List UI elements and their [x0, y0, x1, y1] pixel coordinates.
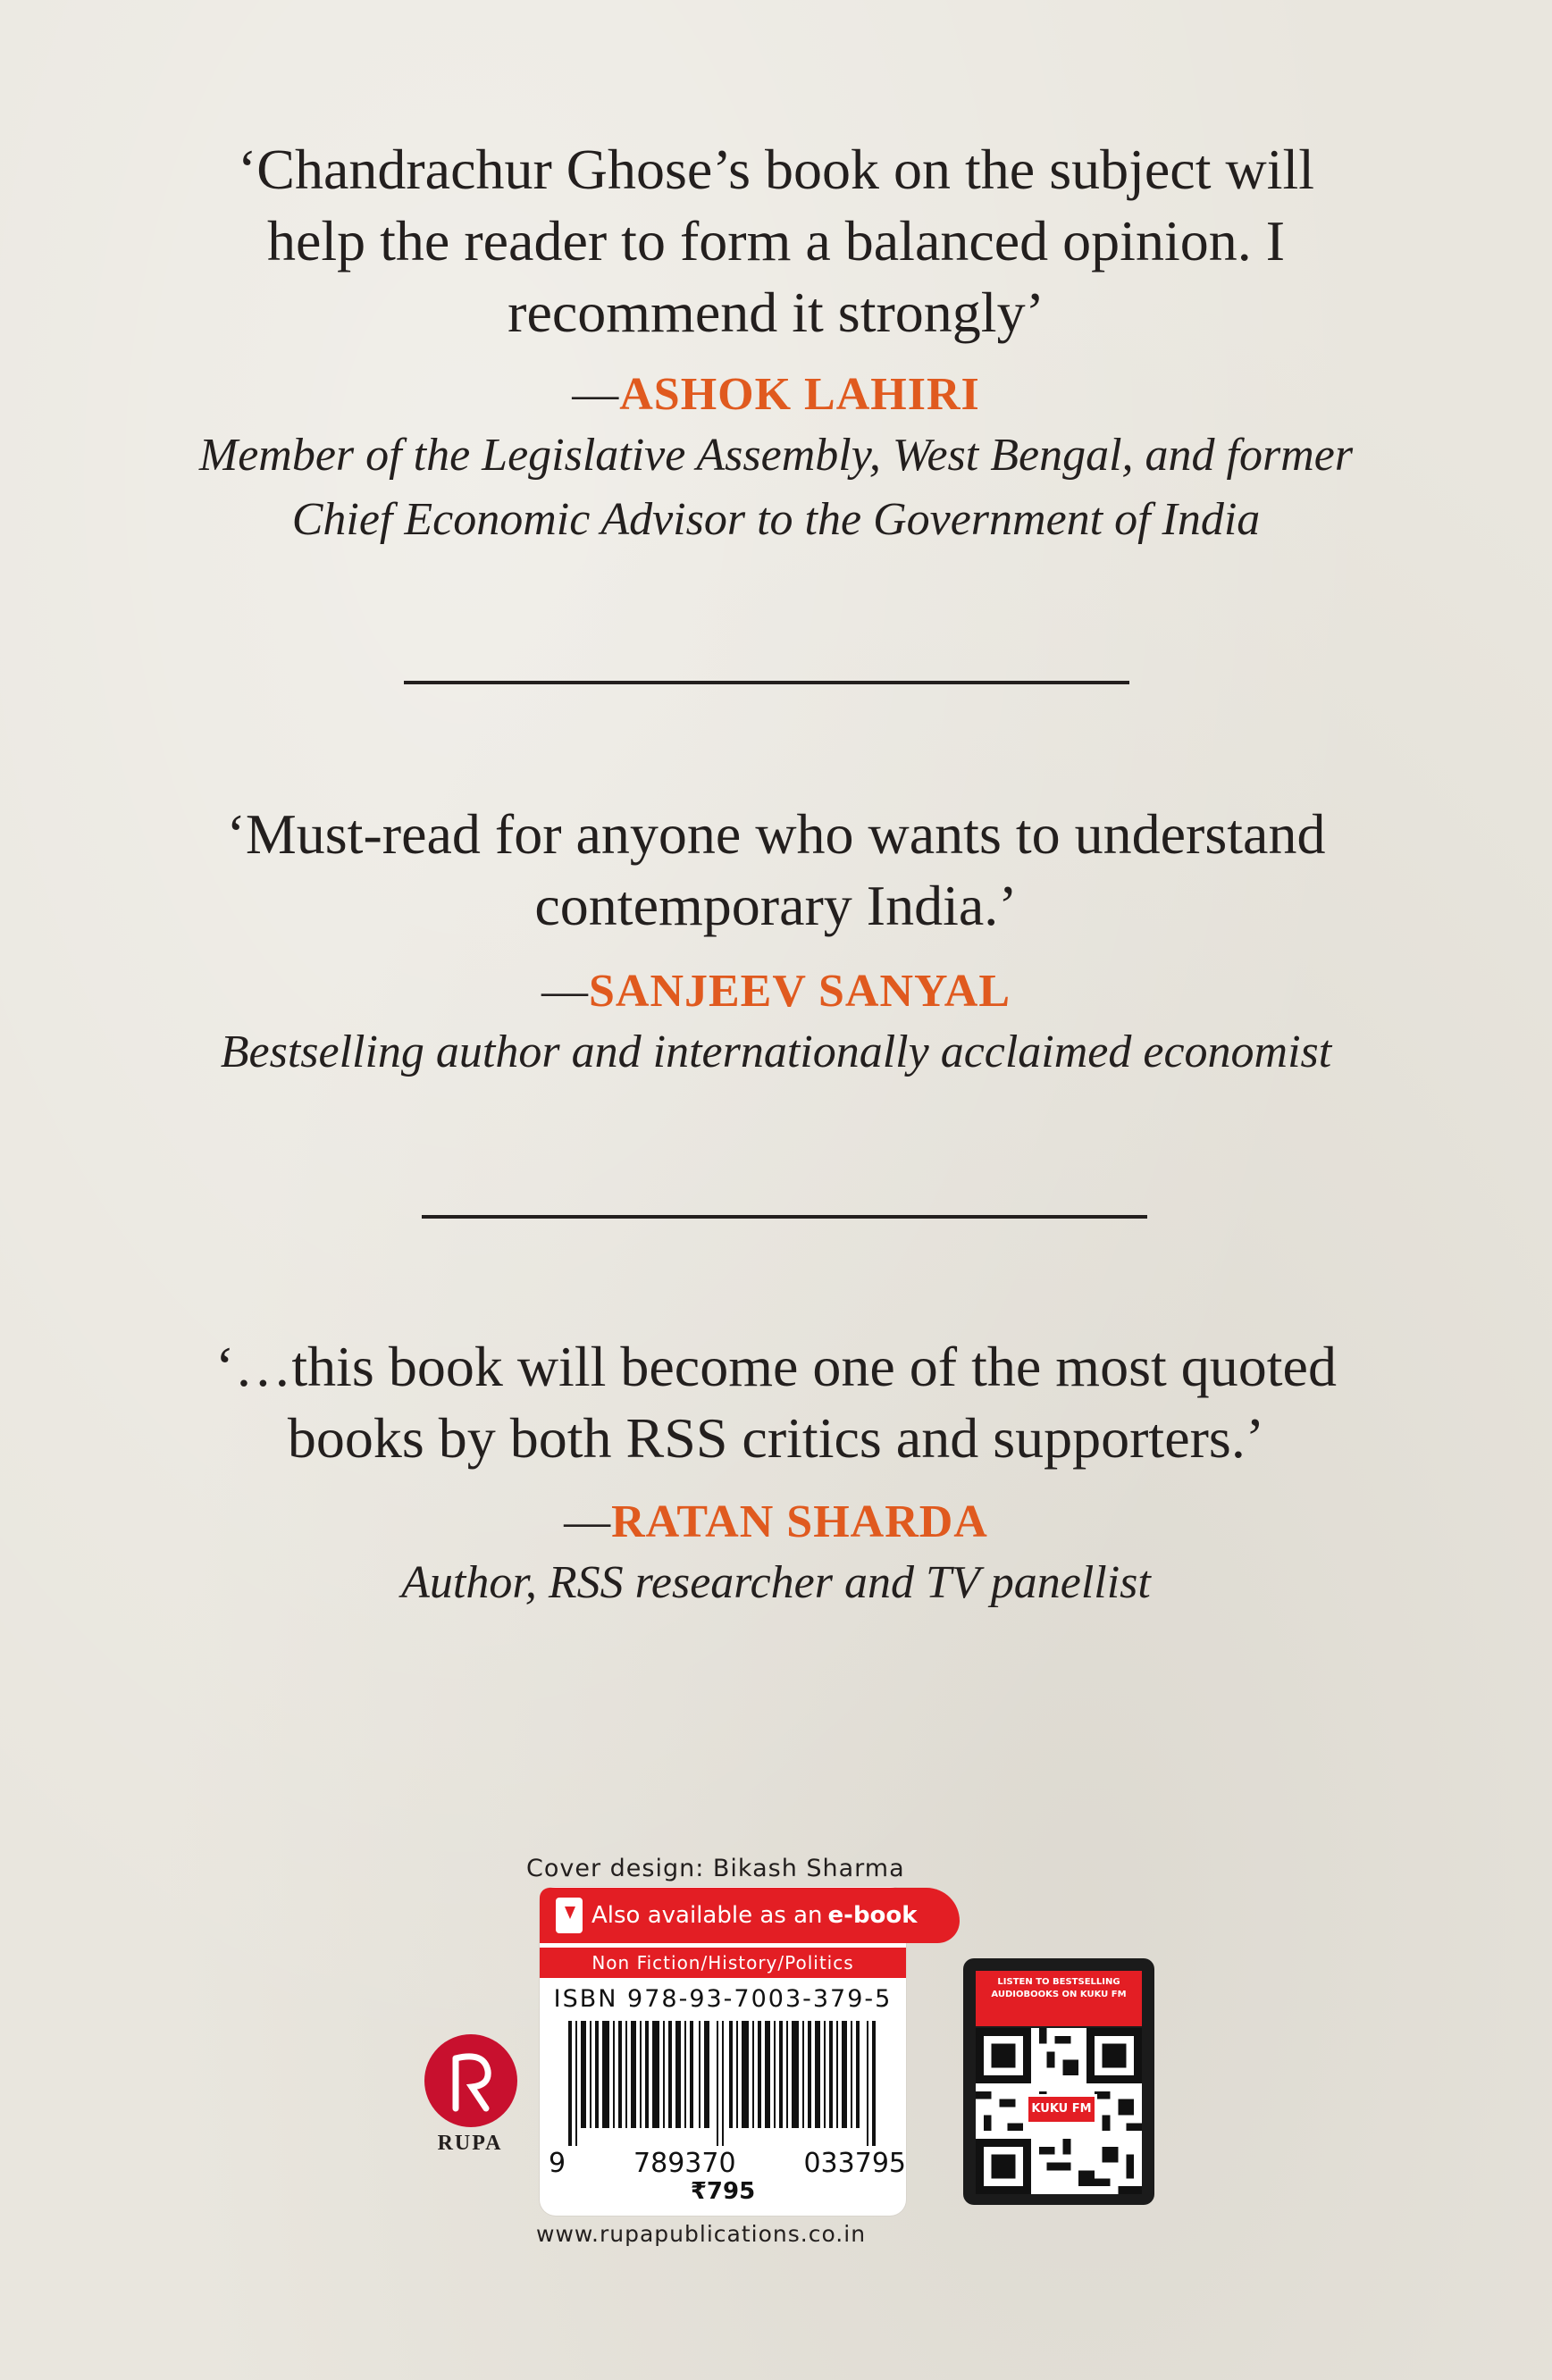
isbn: ISBN 978-93-7003-379-5: [553, 1985, 893, 2013]
divider-2: [422, 1215, 1147, 1219]
barcode-digit-group-2: 033795: [803, 2148, 906, 2179]
attribution-dash: —: [572, 369, 620, 420]
download-icon: [556, 1898, 583, 1933]
author-role-3: Author, RSS researcher and TV panellist: [401, 1557, 1151, 1608]
barcode-digits: [549, 2148, 906, 2179]
author-name-2: SANJEEV SANYAL: [588, 966, 1011, 1017]
quote-1-line-1: ‘Chandrachur Ghose’s book on the subject will: [237, 138, 1315, 201]
attribution-dash: —: [541, 966, 589, 1017]
quote-2-line-2: contemporary India.’: [534, 874, 1018, 937]
ebook-text: Also available as an: [591, 1902, 823, 1929]
quote-block-2: [0, 799, 1552, 1085]
price: ₹795: [690, 2178, 756, 2205]
attribution-3: [0, 1494, 1552, 1551]
barcode-digit-prefix: 9: [549, 2148, 566, 2179]
quote-block-3: [0, 1331, 1552, 1615]
quote-1-line-3: recommend it strongly’: [508, 281, 1044, 344]
publisher-website: www.rupapublications.co.in: [536, 2221, 867, 2247]
divider-1: [404, 681, 1129, 684]
quote-block-1: [0, 134, 1552, 552]
cover-design-credit: Cover design: Bikash Sharma: [526, 1855, 905, 1882]
author-role-1-line-1: Member of the Legislative Assembly, West Bengal, and former: [198, 430, 1354, 481]
ebook-banner: [540, 1888, 960, 1943]
author-name-1: ASHOK LAHIRI: [619, 369, 980, 420]
ebook-label: e-book: [827, 1902, 918, 1929]
attribution-dash: —: [564, 1496, 612, 1547]
kuku-fm-badge: KUKU FM: [1026, 2094, 1097, 2124]
quote-3-line-1: ‘…this book will become one of the most quoted: [215, 1335, 1337, 1398]
rupa-logo-icon: [422, 2032, 520, 2130]
author-role-1-line-2: Chief Economic Advisor to the Government of India: [291, 494, 1261, 545]
barcode-icon: [568, 2021, 881, 2146]
publisher-name: RUPA: [437, 2132, 503, 2155]
quote-2-line-1: ‘Must-read for anyone who wants to understand: [226, 802, 1326, 866]
author-role-2: Bestselling author and internationally acclaimed economist: [220, 1027, 1332, 1077]
author-name-3: RATAN SHARDA: [611, 1496, 988, 1547]
attribution-2: [0, 963, 1552, 1020]
genre-label: Non Fiction/History/Politics: [540, 1948, 906, 1978]
quote-1-line-2: help the reader to form a balanced opinion. I: [266, 209, 1286, 272]
barcode-digit-group-1: 789370: [633, 2148, 736, 2179]
quote-3-line-2: books by both RSS critics and supporters.’: [287, 1406, 1265, 1470]
attribution-1: [0, 366, 1552, 423]
qr-header: LISTEN TO BESTSELLING AUDIOBOOKS ON KUKU FM: [976, 1971, 1142, 2026]
